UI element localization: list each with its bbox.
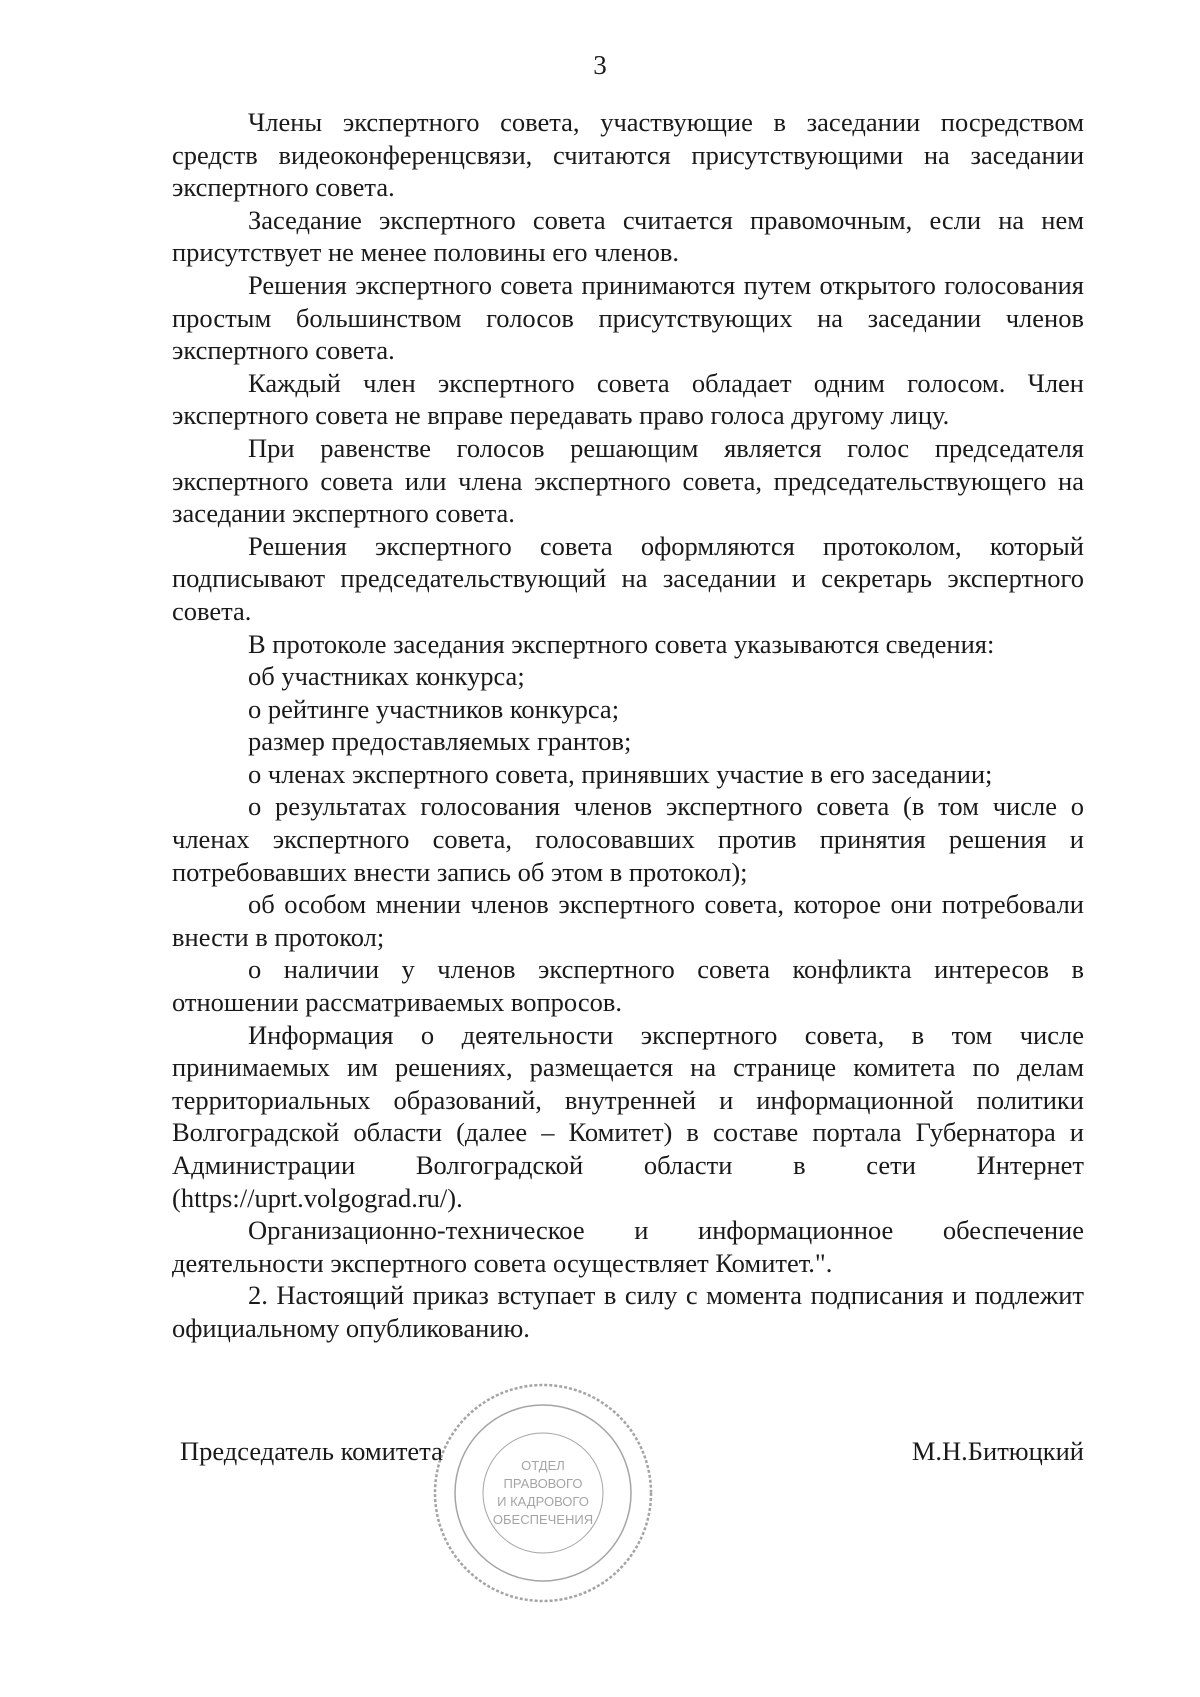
stamp-line: ПРАВОВОГО [503, 1476, 583, 1491]
signatory-name: М.Н.Битюцкий [911, 1436, 1084, 1466]
paragraph: В протоколе заседания экспертного совета указываются сведения: [248, 628, 995, 659]
paragraph: Решения экспертного совета оформляются протоколом, который подписывают председательствующий на заседании и секретарь экспертного совета. [172, 530, 1084, 626]
list-item: размер предоставляемых грантов; [248, 726, 632, 757]
paragraph: Заседание экспертного совета считается правомочным, если на нем присутствует не менее половины его членов. [172, 204, 1084, 268]
official-stamp [428, 1378, 658, 1608]
list-item: о рейтинге участников конкурса; [248, 693, 620, 724]
paragraph: Члены экспертного совета, участвующие в заседании посредством средств видеоконференцсвязи, считаются присутствующими на заседании экспертного совета. [172, 107, 1084, 203]
list-item: о членах экспертного совета, принявших участие в его заседании; [248, 758, 993, 789]
list-item: об особом мнении членов экспертного совета, которое они потребовали внести в протокол; [172, 889, 1084, 952]
document-body [172, 106, 1084, 1345]
signatory-title: Председатель комитета [180, 1436, 443, 1466]
list-item: об участниках конкурса; [248, 661, 525, 692]
stamp-line: ОТДЕЛ [521, 1458, 565, 1473]
list-item: о результатах голосования членов экспертного совета (в том числе о членах экспертного совета, голосовавших против принятия решения и потребовавших внести запись об этом в протокол); [172, 791, 1084, 887]
stamp-line: ОБЕСПЕЧЕНИЯ [492, 1512, 594, 1527]
paragraph: Информация о деятельности экспертного совета, в том числе принимаемых им решениях, размещается на странице комитета по делам территориальных образований, внутренней и информационной политики Волгоградской области (далее – Комитет) в составе портала Губернатора и Администрации Волгоградской области в сети Интернет (https://uprt.volgograd.ru/). [172, 1019, 1084, 1213]
list-item: о наличии у членов экспертного совета конфликта интересов в отношении рассматриваемых вопросов. [172, 954, 1084, 1018]
paragraph: Организационно-техническое и информационное обеспечение деятельности экспертного совета осуществляет Комитет.". [172, 1215, 1084, 1278]
paragraph: 2. Настоящий приказ вступает в силу с момента подписания и подлежит официальному опубликованию. [172, 1280, 1084, 1343]
page-number: 3 [593, 50, 607, 80]
stamp-line: И КАДРОВОГО [497, 1494, 589, 1509]
paragraph: При равенстве голосов решающим является голос председателя экспертного совета или члена экспертного совета, председательствующего на заседании экспертного совета. [172, 432, 1084, 529]
paragraph: Каждый член экспертного совета обладает одним голосом. Член экспертного совета не вправе передавать право голоса другому лицу. [172, 367, 1084, 431]
paragraph: Решения экспертного совета принимаются путем открытого голосования простым большинством голосов присутствующих на заседании членов экспертного совета. [172, 269, 1084, 366]
